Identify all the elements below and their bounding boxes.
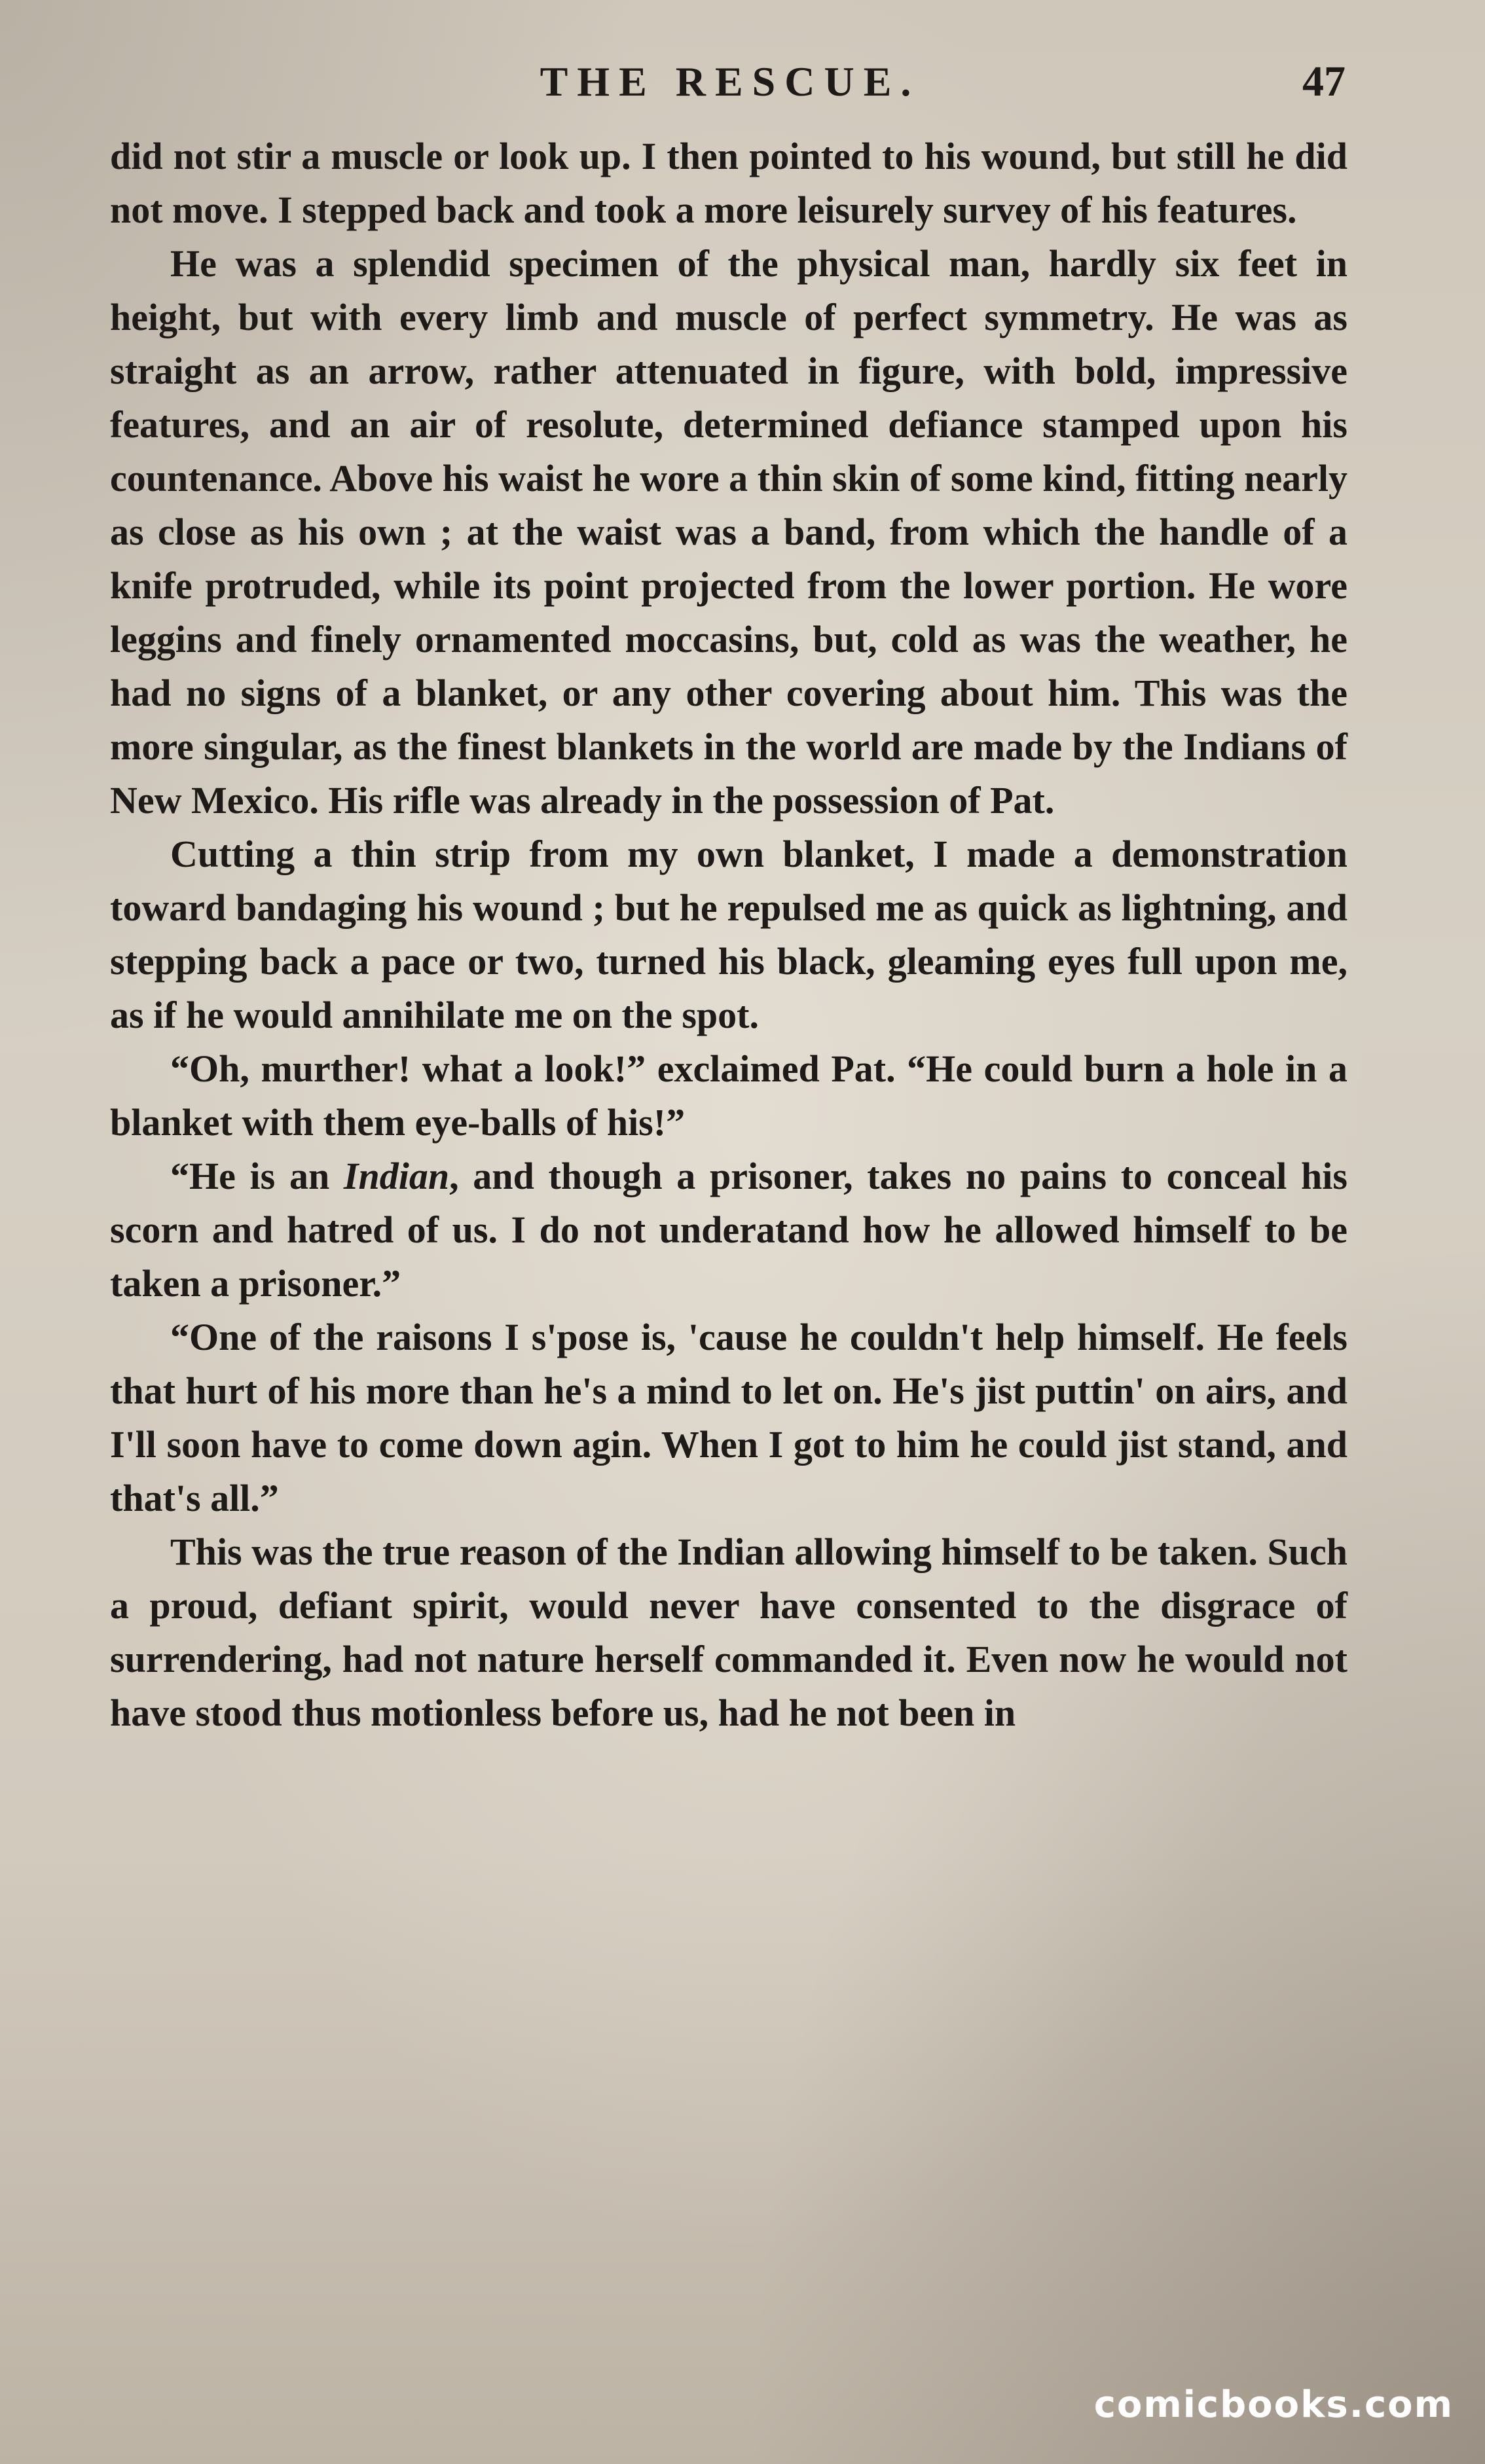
- paragraph-5-after: , and though a prisoner, takes no pains to conceal his scorn and hatred of us. I do not underatand how he allowed himself to be taken a prisoner.”: [110, 1155, 1348, 1305]
- paragraph-3: Cutting a thin strip from my own blanket, I made a demonstration toward bandaging his wound ; but he repulsed me as quick as lightning, and stepping back a pace or two, turned his black, gleaming eyes full upon me, as if he would annihilate me on the spot.: [110, 833, 1348, 1036]
- watermark: comicbooks.com: [1093, 2383, 1454, 2426]
- page-number: 47: [1302, 58, 1346, 105]
- paragraph-4: “Oh, murther! what a look!” exclaimed Pat. “He could burn a hole in a blanket with them eye-balls of his!”: [110, 1047, 1348, 1144]
- paragraph-5-before: “He is an: [170, 1155, 344, 1197]
- page-header: [115, 46, 1346, 118]
- paragraph-2: He was a splendid specimen of the physical man, hardly six feet in height, but with every limb and muscle of perfect symmetry. He was as straight as an arrow, rather attenuated in figure, with bold, impressive features, and an air of resolute, determined defiance stamped upon his countenance. Above his waist he wore a thin skin of some kind, fitting nearly as close as his own ; at the waist was a band, from which the handle of a knife protruded, while its point projected from the lower portion. He wore leggins and finely ornamented moccasins, but, cold as was the weather, he had no signs of a blanket, or any other covering about him. This was the more singular, as the finest blankets in the world are made by the Indians of New Mexico. His rifle was already in the possession of Pat.: [110, 242, 1348, 822]
- paragraph-5: [110, 1150, 1348, 1311]
- running-title: THE RESCUE.: [540, 58, 921, 105]
- paragraph-6: “One of the raisons I s'pose is, 'cause he couldn't help himself. He feels that hurt of his more than he's a mind to let on. He's jist puttin' on airs, and I'll soon have to come down agin. When I got to him he could jist stand, and that's all.”: [110, 1316, 1348, 1519]
- paragraph-7: This was the true reason of the Indian allowing himself to be taken. Such a proud, defiant spirit, would never have consented to the disgrace of surrendering, had not nature herself commanded it. Even now he would not have stood thus motionless before us, had he not been in: [110, 1531, 1348, 1734]
- paragraph-5-emphasis: Indian: [343, 1155, 450, 1197]
- body-text: [110, 130, 1348, 1740]
- paragraph-1: did not stir a muscle or look up. I then pointed to his wound, but still he did not move. I stepped back and took a more leisurely survey of his features.: [110, 135, 1348, 231]
